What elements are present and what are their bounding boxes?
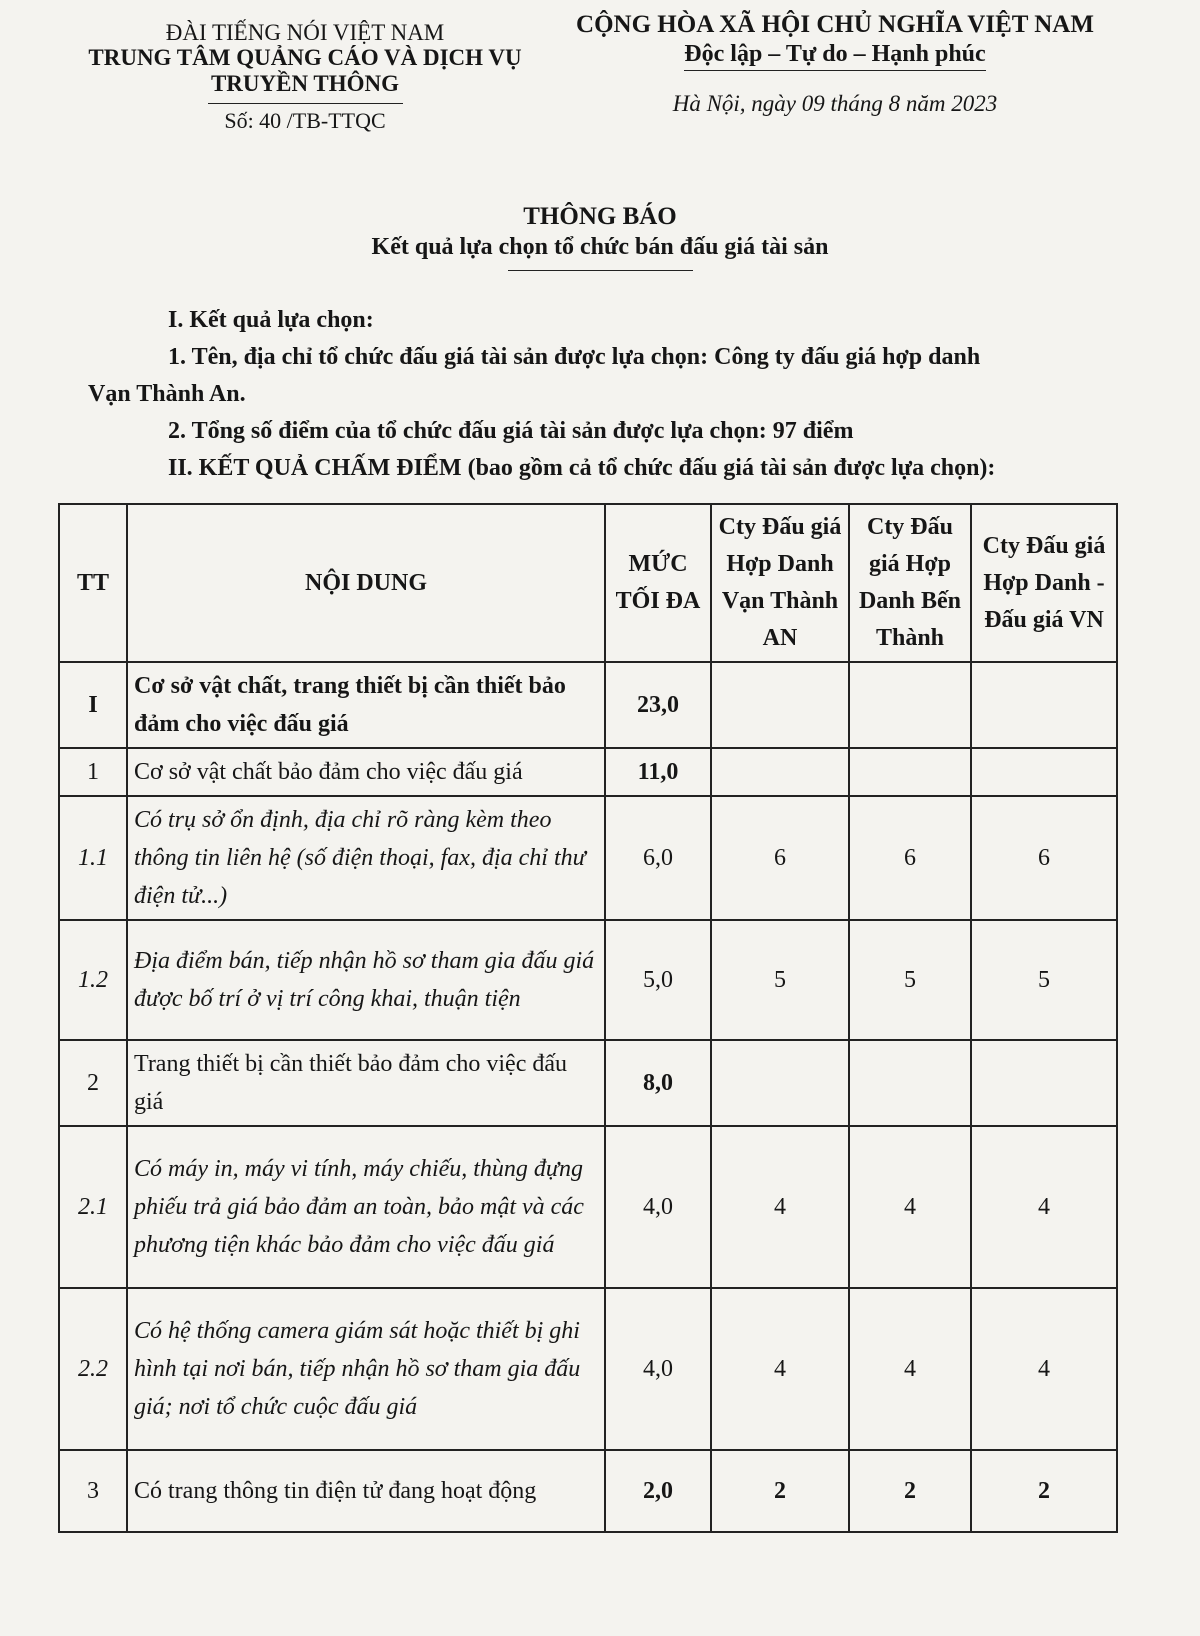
org-name-line1: TRUNG TÂM QUẢNG CÁO VÀ DỊCH VỤ [88,45,522,70]
row-max-score: 6,0 [605,796,711,920]
row-score-org3: 4 [971,1126,1117,1288]
row-score-org1: 4 [711,1288,849,1450]
row-score-org2 [849,748,971,796]
row-tt: 1.1 [59,796,127,920]
row-content: Trang thiết bị cần thiết bảo đảm cho việc đấu giá [127,1040,605,1126]
row-content: Có máy in, máy vi tính, máy chiếu, thùng đựng phiếu trả giá bảo đảm an toàn, bảo mật và các phương tiện khác bảo đảm cho việc đấu giá [127,1126,605,1288]
header-org-ben-thanh: Cty Đấu giá Hợp Danh Bến Thành [849,504,971,662]
scoring-table [58,503,1118,1533]
header-org-van-thanh-an: Cty Đấu giá Hợp Danh Vạn Thành AN [711,504,849,662]
section-1-heading: I. Kết quả lựa chọn: [168,307,374,333]
national-motto: Độc lập – Tự do – Hạnh phúc [684,40,985,71]
section-1-item-2: 2. Tổng số điểm của tổ chức đấu giá tài sản được lựa chọn: 97 điểm [168,418,854,444]
header-max-score: MỨC TỐI ĐA [605,504,711,662]
row-tt: 3 [59,1450,127,1532]
row-content: Có trang thông tin điện tử đang hoạt động [127,1450,605,1532]
nation-name: CỘNG HÒA XÃ HỘI CHỦ NGHĨA VIỆT NAM [576,11,1094,38]
table-row [59,1288,1117,1450]
row-score-org2: 2 [849,1450,971,1532]
row-max-score: 11,0 [605,748,711,796]
row-max-score: 23,0 [605,662,711,748]
table-row [59,1040,1117,1126]
row-tt: 2.1 [59,1126,127,1288]
org-underline [208,103,403,104]
document-body [88,302,1158,487]
row-max-score: 8,0 [605,1040,711,1126]
header-tt: TT [59,504,127,662]
section-1-item-1: 1. Tên, địa chỉ tổ chức đấu giá tài sản được lựa chọn: Công ty đấu giá hợp danh [168,344,981,370]
document-title: THÔNG BÁO [523,203,677,230]
row-tt: I [59,662,127,748]
issuing-organization-block [60,20,550,134]
row-score-org3 [971,1040,1117,1126]
table-row [59,1126,1117,1288]
row-max-score: 4,0 [605,1126,711,1288]
row-score-org1 [711,748,849,796]
table-header-row [59,504,1117,662]
document-subtitle: Kết quả lựa chọn tổ chức bán đấu giá tài sản [371,234,829,260]
table-row [59,662,1117,748]
row-score-org2: 4 [849,1126,971,1288]
row-score-org2: 6 [849,796,971,920]
row-content: Có hệ thống camera giám sát hoặc thiết bị ghi hình tại nơi bán, tiếp nhận hồ sơ tham gia đấu giá; nơi tổ chức cuộc đấu giá [127,1288,605,1450]
section-1-item-1-continued: Vạn Thành An. [88,381,246,407]
org-name-line2: TRUYỀN THÔNG [210,71,400,96]
section-2-heading: II. KẾT QUẢ CHẤM ĐIỂM (bao gồm cả tổ chức đấu giá tài sản được lựa chọn): [168,455,996,481]
row-tt: 2 [59,1040,127,1126]
row-tt: 1 [59,748,127,796]
table-row [59,1450,1117,1532]
row-score-org3: 2 [971,1450,1117,1532]
document-date: Hà Nội, ngày 09 tháng 8 năm 2023 [672,91,998,116]
table-row [59,796,1117,920]
row-score-org1: 5 [711,920,849,1040]
header-org-dau-gia-vn: Cty Đấu giá Hợp Danh - Đấu giá VN [971,504,1117,662]
table-row [59,920,1117,1040]
row-content: Địa điểm bán, tiếp nhận hồ sơ tham gia đấu giá được bố trí ở vị trí công khai, thuận tiện [127,920,605,1040]
row-score-org2: 4 [849,1288,971,1450]
row-score-org1: 2 [711,1450,849,1532]
row-score-org3: 5 [971,920,1117,1040]
row-max-score: 4,0 [605,1288,711,1450]
row-score-org2: 5 [849,920,971,1040]
row-max-score: 2,0 [605,1450,711,1532]
row-tt: 2.2 [59,1288,127,1450]
row-score-org1 [711,662,849,748]
row-score-org2 [849,662,971,748]
table-row [59,748,1117,796]
row-score-org3: 4 [971,1288,1117,1450]
row-score-org1: 6 [711,796,849,920]
row-score-org3 [971,662,1117,748]
row-tt: 1.2 [59,920,127,1040]
national-header-block [540,10,1130,117]
row-max-score: 5,0 [605,920,711,1040]
row-score-org3 [971,748,1117,796]
header-content: NỘI DUNG [127,504,605,662]
row-score-org3: 6 [971,796,1117,920]
document-title-block [0,202,1200,271]
row-score-org1: 4 [711,1126,849,1288]
row-content: Cơ sở vật chất bảo đảm cho việc đấu giá [127,748,605,796]
document-number: Số: 40 /TB-TTQC [224,108,386,133]
row-score-org1 [711,1040,849,1126]
row-content: Có trụ sở ổn định, địa chỉ rõ ràng kèm theo thông tin liên hệ (số điện thoại, fax, địa chỉ thư điện tử...) [127,796,605,920]
title-underline [508,270,693,271]
org-parent-name: ĐÀI TIẾNG NÓI VIỆT NAM [165,20,445,45]
row-score-org2 [849,1040,971,1126]
row-content: Cơ sở vật chất, trang thiết bị cần thiết bảo đảm cho việc đấu giá [127,662,605,748]
